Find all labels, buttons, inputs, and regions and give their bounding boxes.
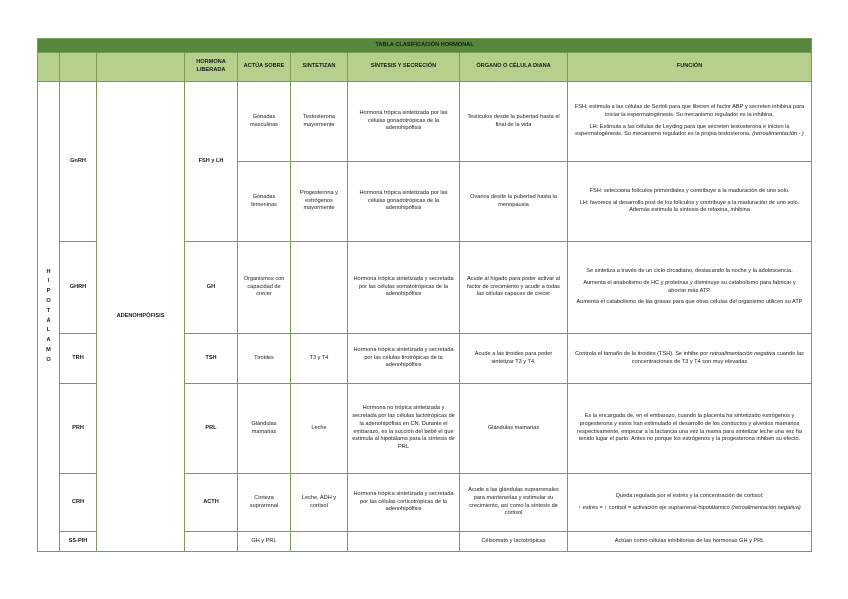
crh-code: CRH xyxy=(60,474,97,532)
ghrh-funcion xyxy=(568,242,812,334)
header-actua-sobre: ACTÚA SOBRE xyxy=(238,53,291,82)
ghrh-sintesis: Hormona trópica sintetizada y secretada por las células somatotrópicas de la adenohipófisis xyxy=(348,242,460,334)
gnrh-code: GnRH xyxy=(60,82,97,242)
trh-actua: Tiroides xyxy=(238,334,291,384)
header-blank-3 xyxy=(97,53,185,82)
ghrh-funcion-2: Aumenta el anabolismo de HC y proteínas y disminuye su catabolismo para fabricar y ahorrar más ATP. xyxy=(583,279,796,294)
ghrh-code: GHRH xyxy=(60,242,97,334)
adenohipofisis-label: ADENOHIPÓFISIS xyxy=(97,82,185,552)
ghrh-hormone: GH xyxy=(185,242,238,334)
trh-code: TRH xyxy=(60,334,97,384)
trh-diana: Acude a las tiroides para poder sintetizar T3 y T4. xyxy=(460,334,568,384)
gnrh-b-sintesis: Hormona trópica sintetizada por las células gonadotrópicas de la adenohipófisis xyxy=(348,162,460,242)
gnrh-b-diana: Ovarios desde la pubertad hasta la menopausia xyxy=(460,162,568,242)
ghrh-funcion-1: Se sintetiza a través de un ciclo circadiano, destacando la noche y la adolescencia. xyxy=(586,267,793,274)
crh-actua: Corteza suprarrenal xyxy=(238,474,291,532)
hipotalamo-vertical-label: H I P O T Á L A M O xyxy=(38,82,60,552)
prh-code: PRH xyxy=(60,384,97,474)
gnrh-b-funcion-lh: LH: favorece al desarrollo post de los folículos y contribuye a la maduración de uno solo. Además estimula la síntesis de relaxina, inhibina xyxy=(579,199,800,214)
header-sintetizan: SINTETIZAN xyxy=(291,53,348,82)
sspih-sintetizan xyxy=(291,532,348,552)
trh-sintesis: Hormona trópica sintetizada y secretada por las células tirotrópicas de la adenohipófisis xyxy=(348,334,460,384)
sspih-hormone xyxy=(185,532,238,552)
gnrh-a-sintesis: Hormona trópica sintetizada por las células gonadotrópicas de la adenohipófisis xyxy=(348,82,460,162)
gnrh-a-actua: Gónadas masculinas xyxy=(238,82,291,162)
crh-funcion xyxy=(568,474,812,532)
sspih-diana: Célsomato y lactotrópicas xyxy=(460,532,568,552)
prh-diana: Glándulas mamarias xyxy=(460,384,568,474)
gnrh-a-funcion-fsh: FSH: estimula a las células de Sertoli para que liberen el factor ABP y secreten inhibina para iniciar la espermatogénesis. Su mecanismo regulador es la inhibina. xyxy=(574,103,805,118)
ghrh-funcion-3: Aumenta el catabolismo de las grasas para que otras células del organismo utilicen su ATP xyxy=(576,299,803,306)
gnrh-a-diana: Testículos desde la pubertad hasta el final de la vida xyxy=(460,82,568,162)
gnrh-b-sintetizan: Progesterona y estrógenos mayormente xyxy=(291,162,348,242)
ghrh-sintetizan xyxy=(291,242,348,334)
gnrh-a-funcion xyxy=(568,82,812,162)
crh-sintetizan: Leche, ADH y cortisol xyxy=(291,474,348,532)
trh-funcion-text: Controla el tamaño de la tiroides (TSH). Se inhibe por retroalimentación negativa cuando las concentraciones de T3 y T4 son muy elevadas xyxy=(575,350,804,365)
hormone-classification-table xyxy=(37,38,812,552)
sspih-funcion xyxy=(568,532,812,552)
crh-sintesis: Hormona trópica sintetizada y secretada por las células corticotrópicas de la adenohipófisis xyxy=(348,474,460,532)
crh-hormone: ACTH xyxy=(185,474,238,532)
trh-hormone: TSH xyxy=(185,334,238,384)
trh-funcion xyxy=(568,334,812,384)
sspih-funcion-text: Actúan como células inhibitorias de las hormonas GH y PRL xyxy=(614,537,765,544)
table-row xyxy=(38,82,812,162)
header-blank-1 xyxy=(38,53,60,82)
header-sintesis-secrecion: SÍNTESIS Y SECRECIÓN xyxy=(348,53,460,82)
header-funcion: FUNCIÓN xyxy=(568,53,812,82)
crh-funcion-1: Queda regulada por el estrés y la concentración de cortisol: xyxy=(615,492,764,499)
sspih-actua: GH y PRL xyxy=(238,532,291,552)
sspih-code: SS-PIH xyxy=(60,532,97,552)
gnrh-a-funcion-lh: LH: Estimula a las células de Leyding para que secreten testosterona e inicien la espermatogénesis. Su mecanismo regulador es la propia testosterona, (retroalimentación - ) xyxy=(575,123,804,138)
ghrh-diana: Acude al hígado para poder activar al factor de crecimiento y acudir a todas las células capaces de crecer xyxy=(460,242,568,334)
crh-funcion-2: ↑ estrés = ↑ cortisol = activación eje suprarrenal-hipotálamico (retroalimentación negativa) xyxy=(578,504,801,511)
gnrh-a-sintetizan: Testosterona mayormente xyxy=(291,82,348,162)
prh-actua: Glándulas mamarias xyxy=(238,384,291,474)
crh-diana: Acude a las glándulas suprarrenales para mantenerlas y estimular su crecimiento, así como la síntesis de cortisol xyxy=(460,474,568,532)
sspih-sintesis xyxy=(348,532,460,552)
table-title: TABLA CLASIFICACIÓN HORMONAL xyxy=(38,39,812,53)
gnrh-b-actua: Gónadas femeninas xyxy=(238,162,291,242)
gnrh-b-funcion xyxy=(568,162,812,242)
ghrh-actua: Organismos con capacidad de crecer xyxy=(238,242,291,334)
trh-sintetizan: T3 y T4 xyxy=(291,334,348,384)
gnrh-hormone: FSH y LH xyxy=(185,82,238,242)
prh-hormone: PRL xyxy=(185,384,238,474)
prh-sintesis: Hormona no trópica sintetizada y secretada por las células lactotrópicas de la adenohipófisis en CN. Durante el embarazo, es la succión del bebé el que estimula al hipotálamo para la síntesis de PRL xyxy=(348,384,460,474)
header-hormona-liberada: HORMONA LIBERADA xyxy=(185,53,238,82)
hormone-classification-table-wrapper xyxy=(37,38,811,552)
header-blank-2 xyxy=(60,53,97,82)
header-row xyxy=(38,53,812,82)
header-organo-diana: ÓRGANO O CÉLULA DIANA xyxy=(460,53,568,82)
prh-sintetizan: Leche xyxy=(291,384,348,474)
prh-funcion-text: Es la encargada de, en el embarazo, cuando la placenta ha sintetizado estrógenos y progesterona y estos han estimulado el desarrollo de los conductos y alveolos mamarios respectivamente, empezar a la lactancia una vez la mama para sintetizar leche una vez ha tenido lugar el parto. Antes no porque los estrógenos y la progesterona inhiben su efecto. xyxy=(577,412,802,443)
gnrh-b-funcion-fsh: FSH: selecciona folículos primordiales y contribuye a la maduración de uno solo. xyxy=(589,187,790,194)
prh-funcion xyxy=(568,384,812,474)
